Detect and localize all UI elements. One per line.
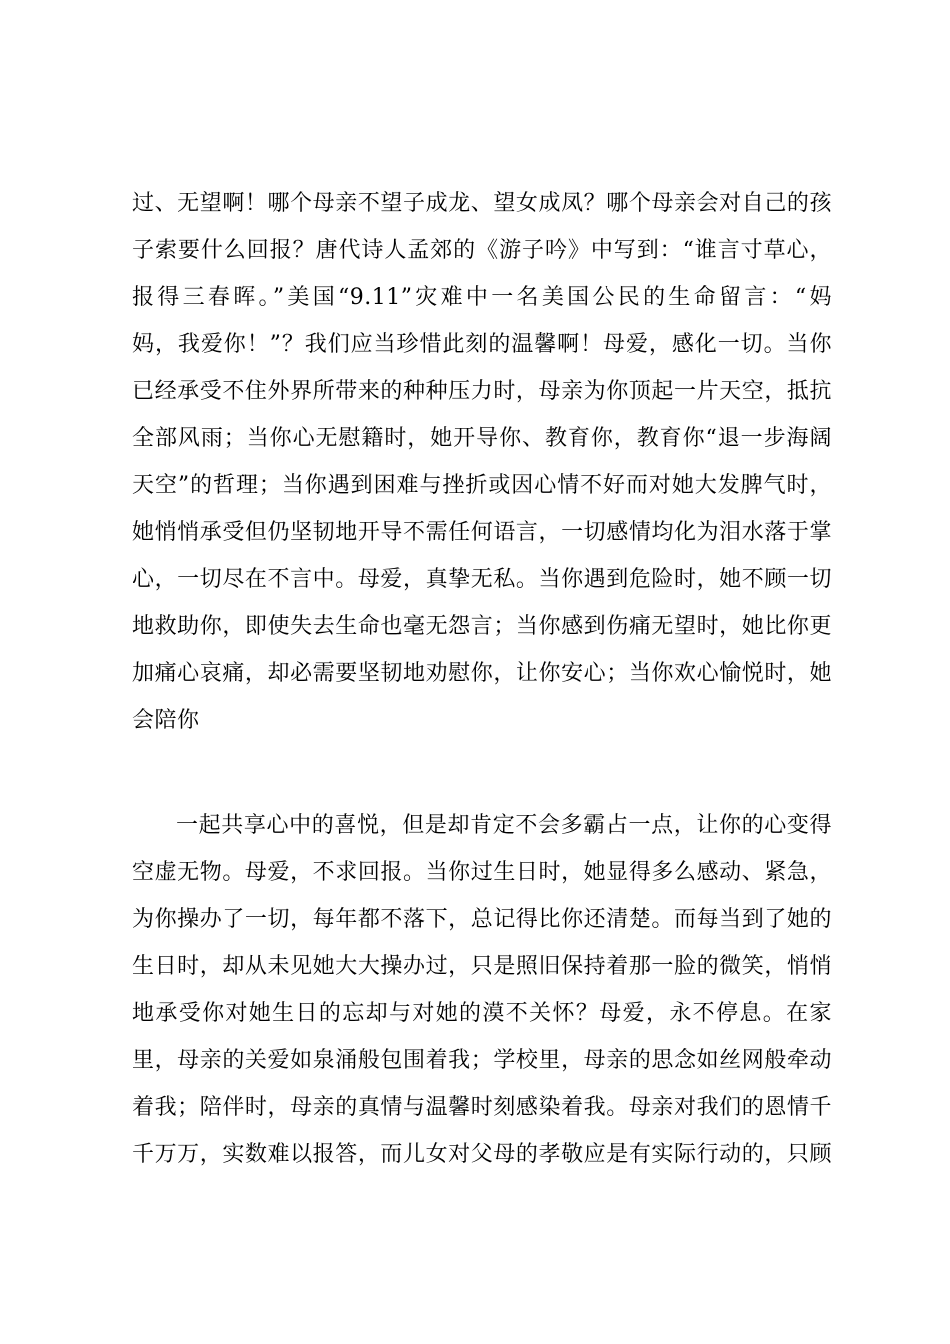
text-line: 报得三春晖。”美国“9.11”灾难中一名美国公民的生命留言：“妈 <box>132 285 832 310</box>
text-line: 为你操办了一切，每年都不落下，总记得比你还清楚。而每当到了她的 <box>132 907 832 932</box>
text-line: 千万万，实数难以报答，而儿女对父母的孝敬应是有实际行动的，只顾 <box>132 1142 832 1167</box>
text-line: 地承受你对她生日的忘却与对她的漠不关怀？母爱，永不停息。在家 <box>132 1001 832 1026</box>
paragraph-2 <box>132 802 832 1178</box>
text-line: 生日时，却从未见她大大操办过，只是照旧保持着那一脸的微笑，悄悄 <box>132 954 832 979</box>
text-line: 地救助你，即使失去生命也毫无怨言；当你感到伤痛无望时，她比你更 <box>132 614 832 639</box>
text-line: 一起共享心中的喜悦，但是却肯定不会多霸占一点，让你的心变得 <box>176 813 832 838</box>
text-line: 全部风雨；当你心无慰籍时，她开导你、教育你，教育你“退一步海阔 <box>132 426 832 451</box>
text-line: 着我；陪伴时，母亲的真情与温馨时刻感染着我。母亲对我们的恩情千 <box>132 1095 832 1120</box>
text-line: 天空”的哲理；当你遇到困难与挫折或因心情不好而对她大发脾气时， <box>132 473 832 498</box>
text-line: 里，母亲的关爱如泉涌般包围着我；学校里，母亲的思念如丝网般牵动 <box>132 1048 832 1073</box>
text-line: 已经承受不住外界所带来的种种压力时，母亲为你顶起一片天空，抵抗 <box>132 379 832 404</box>
text-line: 过、无望啊！哪个母亲不望子成龙、望女成凤？哪个母亲会对自己的孩 <box>132 191 832 216</box>
text-line: 心，一切尽在不言中。母爱，真挚无私。当你遇到危险时，她不顾一切 <box>132 567 832 592</box>
text-line: 子索要什么回报？唐代诗人孟郊的《游子吟》中写到：“谁言寸草心， <box>132 238 832 263</box>
text-line: 空虚无物。母爱，不求回报。当你过生日时，她显得多么感动、紧急， <box>132 860 832 885</box>
paragraph-1 <box>132 180 832 744</box>
text-line: 妈，我爱你！”？我们应当珍惜此刻的温馨啊！母爱，感化一切。当你 <box>132 332 832 357</box>
text-line: 会陪你 <box>132 708 200 733</box>
text-line: 加痛心哀痛，却必需要坚韧地劝慰你，让你安心；当你欢心愉悦时，她 <box>132 661 832 686</box>
text-line: 她悄悄承受但仍坚韧地开导不需任何语言，一切感情均化为泪水落于掌 <box>132 520 832 545</box>
